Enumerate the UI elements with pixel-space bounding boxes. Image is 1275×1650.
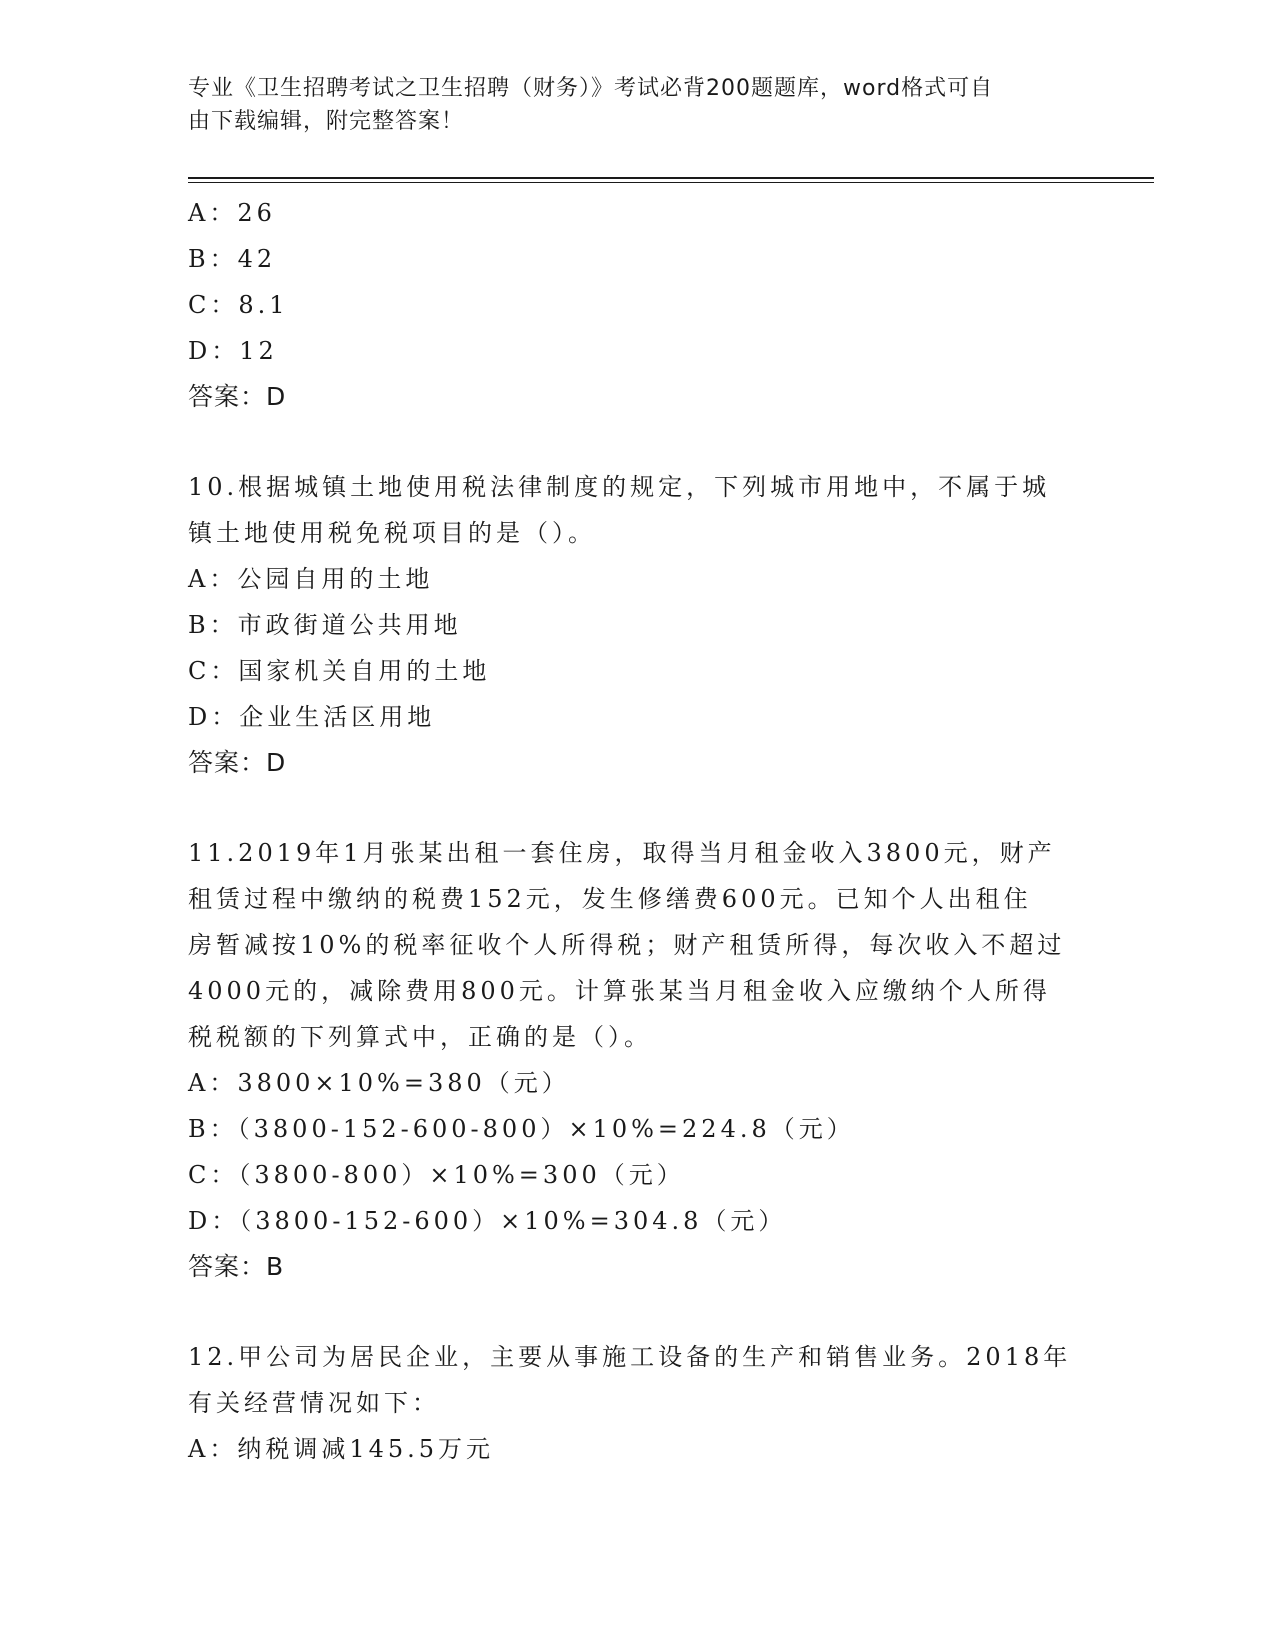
answer: 答案：D: [188, 748, 287, 777]
document-header: [188, 72, 1068, 138]
answer: 答案：B: [188, 1252, 285, 1281]
option-a: A：纳税调减145.5万元: [188, 1435, 495, 1463]
answer: 答案：D: [188, 382, 287, 411]
option-a: A：公园自用的土地: [188, 565, 434, 593]
option-b: B：市政街道公共用地: [188, 611, 462, 639]
option-c: C：8.1: [188, 291, 289, 319]
option-c: C：（3800-800）×10%=300（元）: [188, 1161, 685, 1189]
question-10: [188, 464, 1088, 786]
option-a: A：26: [188, 199, 276, 227]
header-line-2: 由下载编辑，附完整答案！: [188, 109, 465, 134]
question-12: [188, 1334, 1088, 1472]
question-9: [188, 190, 1088, 420]
question-stem-line: 10.根据城镇土地使用税法律制度的规定，下列城市用地中，不属于城: [188, 473, 1051, 501]
spacer: [188, 420, 1088, 464]
option-c: C：国家机关自用的土地: [188, 657, 491, 685]
option-d: D：12: [188, 337, 278, 365]
option-d: D：企业生活区用地: [188, 703, 436, 731]
question-stem-line: 房暂减按10%的税率征收个人所得税；财产租赁所得，每次收入不超过: [188, 931, 1066, 959]
header-line-1: 专业《卫生招聘考试之卫生招聘（财务）》考试必背200题题库，word格式可自: [188, 76, 994, 101]
question-stem-line: 有关经营情况如下：: [188, 1389, 440, 1417]
option-b: B：（3800-152-600-800）×10%=224.8（元）: [188, 1115, 855, 1143]
question-stem-line: 镇土地使用税免税项目的是（）。: [188, 519, 596, 547]
question-stem-line: 12.甲公司为居民企业，主要从事施工设备的生产和销售业务。2018年: [188, 1343, 1072, 1371]
question-content: [188, 190, 1088, 1472]
option-a: A：3800×10%=380（元）: [188, 1069, 570, 1097]
header-rule-thin: [188, 182, 1154, 183]
option-b: B：42: [188, 245, 277, 273]
option-d: D：（3800-152-600）×10%=304.8（元）: [188, 1207, 787, 1235]
spacer: [188, 1290, 1088, 1334]
spacer: [188, 786, 1088, 830]
question-stem-line: 租赁过程中缴纳的税费152元，发生修缮费600元。已知个人出租住: [188, 885, 1032, 913]
header-rule-thick: [188, 177, 1154, 179]
question-stem-line: 4000元的，减除费用800元。计算张某当月租金收入应缴纳个人所得: [188, 977, 1051, 1005]
question-stem-line: 税税额的下列算式中，正确的是（）。: [188, 1023, 652, 1051]
question-11: [188, 830, 1088, 1290]
question-stem-line: 11.2019年1月张某出租一套住房，取得当月租金收入3800元，财产: [188, 839, 1056, 867]
